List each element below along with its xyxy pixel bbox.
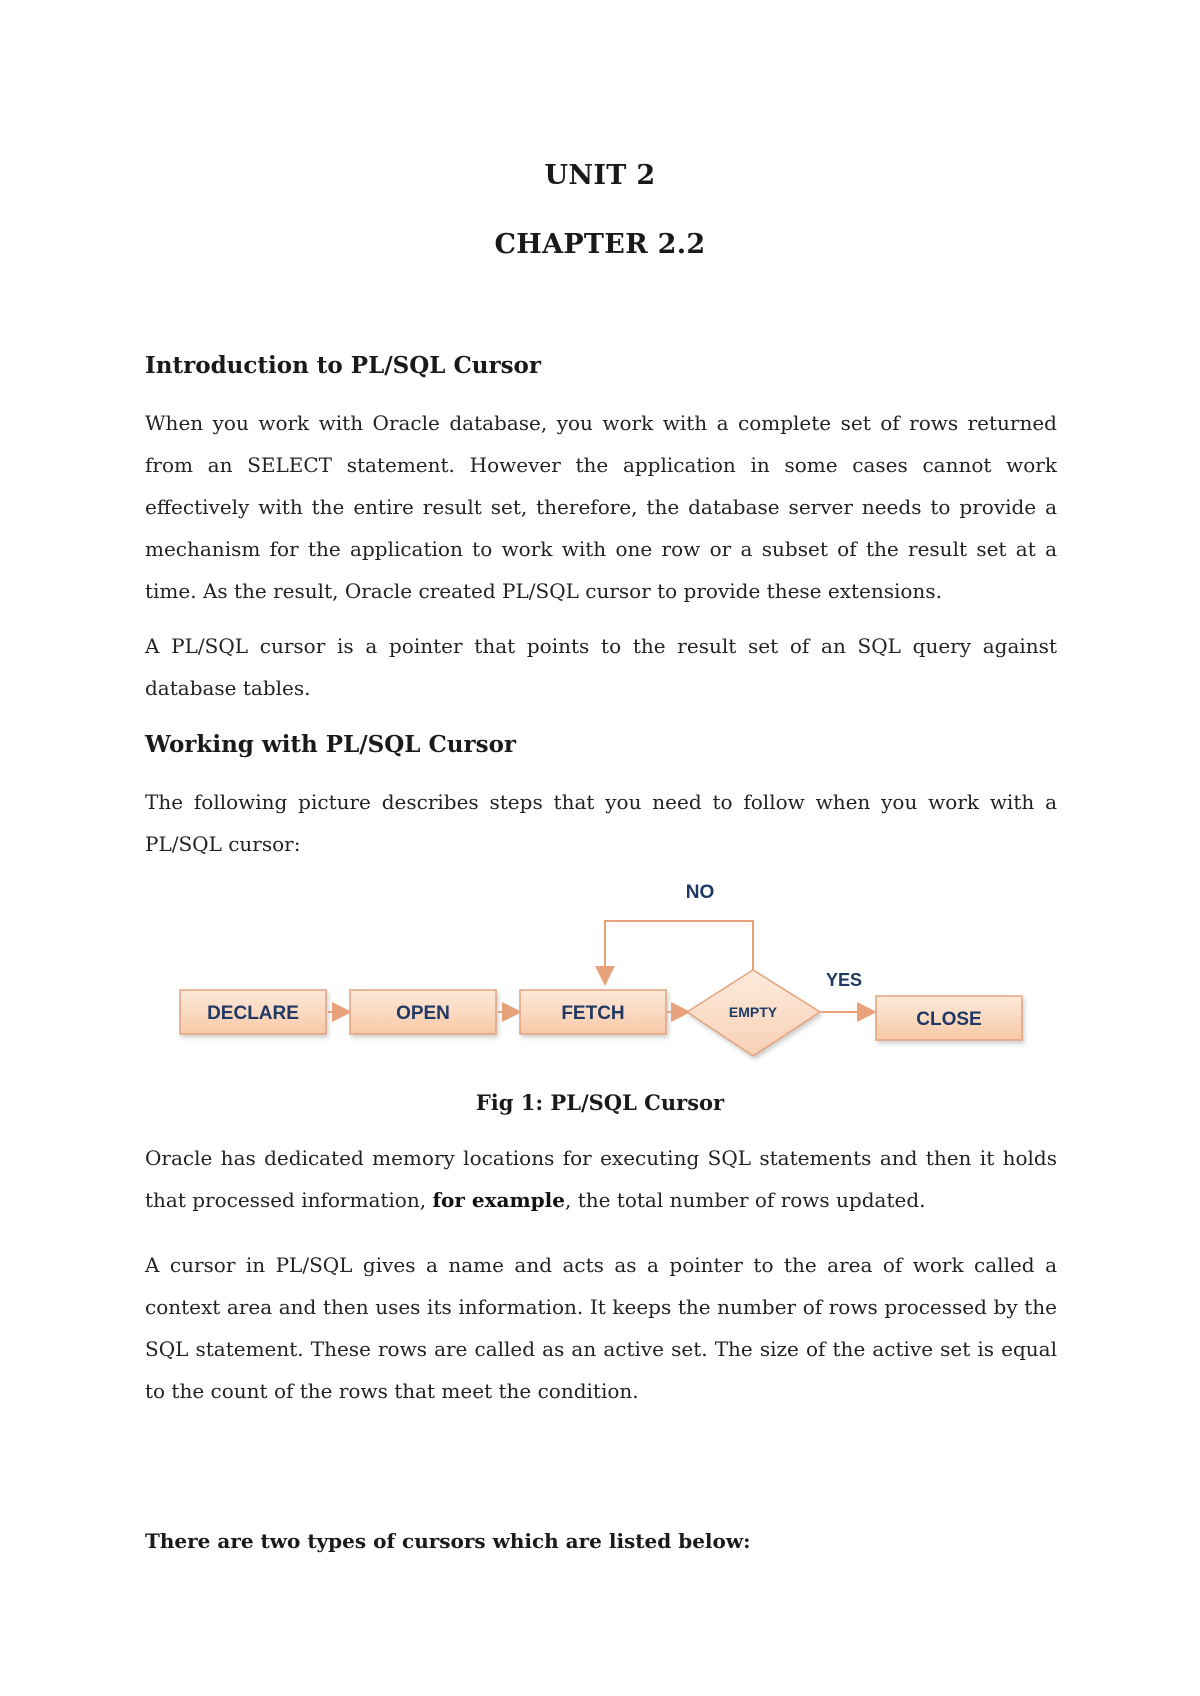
context-paragraph: A cursor in PL/SQL gives a name and acts as a pointer to the area of work called a context area and then uses its information. It keeps the number of rows processed by the SQL statement. These rows are called as an active set. The size of the active set is equal to the count of the rows that meet the condition. bbox=[145, 1253, 1057, 1403]
fetch-node bbox=[520, 990, 666, 1034]
declare-node bbox=[180, 990, 326, 1034]
close-node bbox=[876, 996, 1022, 1040]
cursor-flow-svg bbox=[170, 875, 1040, 1075]
open-label: OPEN bbox=[396, 1003, 450, 1024]
working-heading: Working with PL/SQL Cursor bbox=[145, 731, 517, 758]
memory-text-bold: for example bbox=[432, 1188, 565, 1212]
open-node bbox=[350, 990, 496, 1034]
intro-paragraph-2: A PL/SQL cursor is a pointer that points to the result set of an SQL query against database tables. bbox=[145, 634, 1057, 700]
types-intro: There are two types of cursors which are listed below: bbox=[145, 1529, 751, 1553]
intro-heading: Introduction to PL/SQL Cursor bbox=[145, 352, 542, 379]
figure-caption: Fig 1: PL/SQL Cursor bbox=[475, 1090, 725, 1115]
memory-text-start: Oracle has dedicated memory locations for executing SQL statements and then it holds that processed information, bbox=[145, 1146, 1057, 1212]
empty-label: EMPTY bbox=[728, 1004, 778, 1020]
fetch-label: FETCH bbox=[561, 1003, 625, 1024]
close-label: CLOSE bbox=[916, 1009, 982, 1030]
declare-label: DECLARE bbox=[207, 1003, 299, 1024]
yes-label: YES bbox=[825, 970, 863, 990]
loop-back-arrow bbox=[605, 921, 753, 982]
working-paragraph: The following picture describes steps that you need to follow when you work with a PL/SQL cursor: bbox=[145, 790, 1057, 856]
unit-title: UNIT 2 bbox=[544, 160, 656, 191]
chapter-title: CHAPTER 2.2 bbox=[494, 229, 706, 260]
memory-paragraph bbox=[145, 1137, 1057, 1221]
empty-decision-node bbox=[687, 970, 820, 1056]
intro-paragraph-1: When you work with Oracle database, you work with a complete set of rows returned from an SELECT statement. However the application in some cases cannot work effectively with the entire result set, therefore, the database server needs to provide a mechanism for the application to work with one row or a subset of the result set at a time. As the result, Oracle created PL/SQL cursor to provide these extensions. bbox=[145, 411, 1057, 603]
no-label: NO bbox=[685, 882, 715, 903]
memory-text-end: , the total number of rows updated. bbox=[564, 1188, 926, 1212]
cursor-flow-diagram bbox=[170, 875, 1040, 1075]
